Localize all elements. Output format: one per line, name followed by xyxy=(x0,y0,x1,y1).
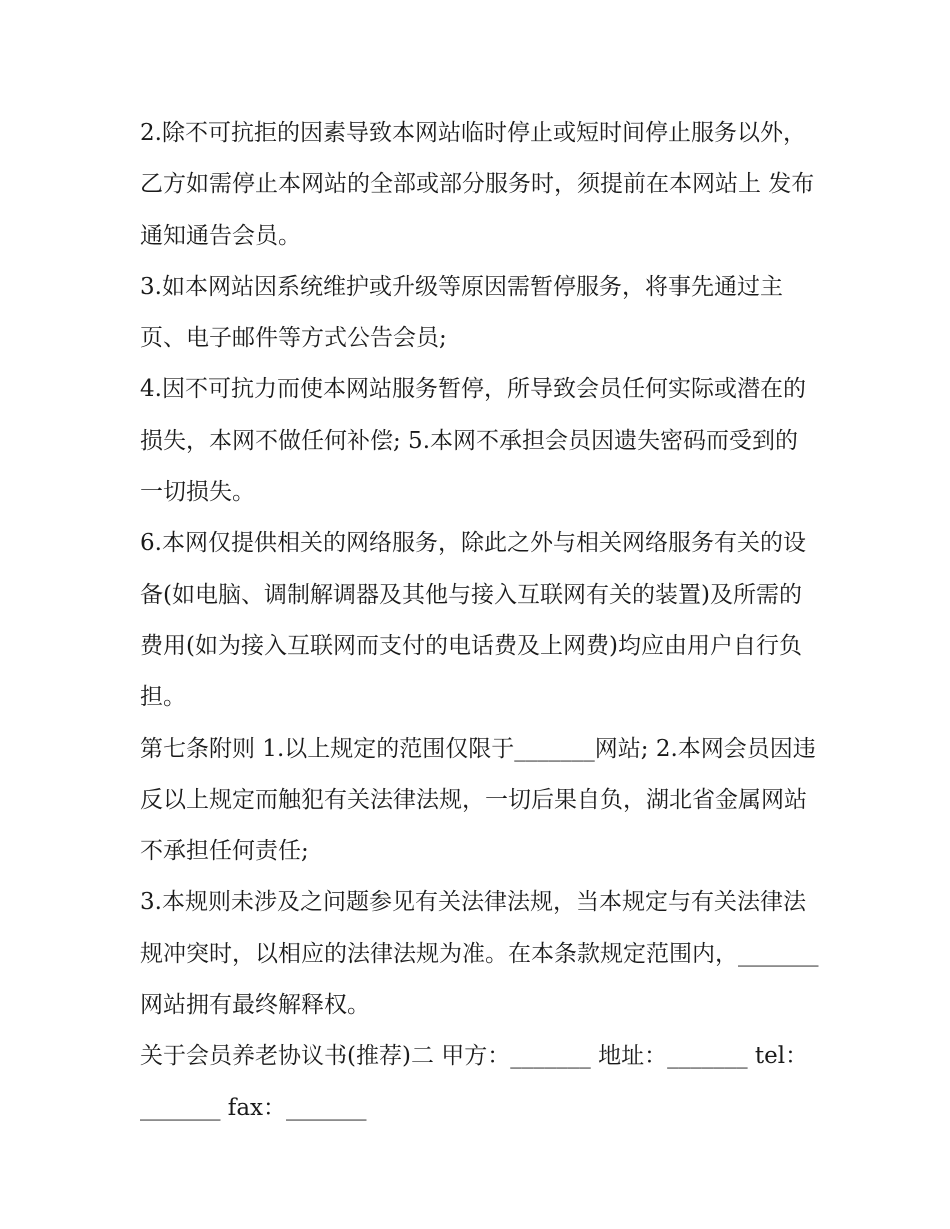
paragraph-interpretation-right: 3.本规则未涉及之问题参见有关法律法规，当本规定与有关法律法规冲突时，以相应的法律法规为准。在本条款规定范围内，_______网站拥有最终解释权。 xyxy=(140,889,819,1019)
paragraph-service-suspension: 2.除不可抗拒的因素导致本网站临时停止或短时间停止服务以外，乙方如需停止本网站的全部或部分服务时，须提前在本网站上 发布通知通告会员。 xyxy=(140,120,815,249)
paragraph-user-costs: 6.本网仅提供相关的网络服务，除此之外与相关网络服务有关的设备(如电脑、调制解调器及其他与接入互联网有关的装置)及所需的费用(如为接入互联网而支付的电话费及上网费)均应由用户自行负担。 xyxy=(140,530,806,711)
paragraph-article-seven: 第七条附则 1.以上规定的范围仅限于_______网站; 2.本网会员因违反以上规定而触犯有关法律法规，一切后果自负，湖北省金属网站不承担任何责任; xyxy=(140,735,816,865)
document-body xyxy=(140,108,820,1134)
paragraph-force-majeure: 4.因不可抗力而使本网站服务暂停，所导致会员任何实际或潜在的损失，本网不做任何补偿; 5.本网不承担会员因遗失密码而受到的一切损失。 xyxy=(140,376,806,506)
paragraph-maintenance-notice: 3.如本网站因系统维护或升级等原因需暂停服务，将事先通过主页、电子邮件等方式公告会员; xyxy=(140,273,783,352)
paragraph-agreement-heading: 关于会员养老协议书(推荐)二 甲方：_______ 地址：_______ tel：_______ fax：_______ xyxy=(140,1043,809,1121)
